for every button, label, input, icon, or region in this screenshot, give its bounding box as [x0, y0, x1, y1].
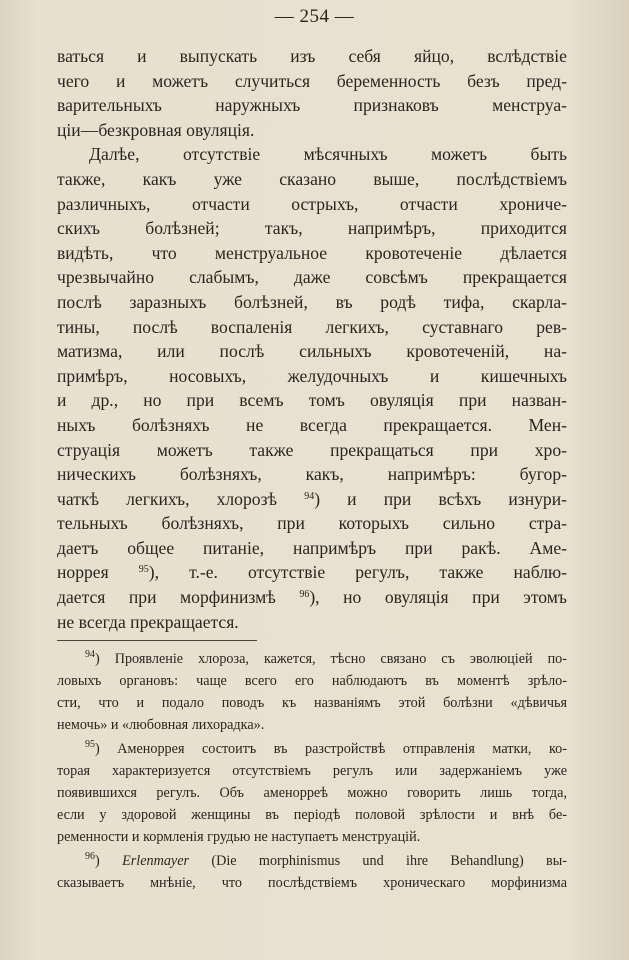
footnote-line: появившихся регулъ. Объ аменорреѣ можно говорить лишь тогда,	[57, 785, 567, 801]
footnote-line	[57, 850, 567, 872]
footnote-95	[57, 738, 567, 848]
body-line: ваться и выпускать изъ себя яйцо, вслѣдствіе	[57, 46, 567, 66]
body-line: различныхъ, отчасти острыхъ, отчасти хрониче-	[57, 193, 567, 214]
footnote-text: ) Аменоррея состоитъ въ разстройствѣ отправленія матки, ко-	[95, 741, 567, 757]
body-line: также, какъ уже сказано выше, послѣдствіемъ	[57, 168, 567, 189]
body-text-run: норрея	[57, 562, 139, 583]
body-line: ныхъ болѣзняхъ не всегда прекращается. Мен-	[57, 414, 567, 435]
footnote-number: 94	[85, 649, 95, 660]
footnote-line: торая характеризуется отсутствіемъ регулъ или задержаніемъ уже	[57, 763, 567, 779]
page-number: — 254 —	[274, 6, 355, 27]
body-line: тельныхъ болѣзняхъ, при которыхъ сильно стра-	[57, 513, 567, 534]
footnote-text: )	[95, 853, 123, 869]
body-line: не всегда прекращается.	[57, 611, 239, 632]
footnote-line	[57, 648, 567, 670]
cited-author: Erlenmayer	[122, 853, 190, 869]
body-line: и др., но при всемъ томъ овуляція при назван-	[57, 390, 567, 411]
footnote-line: сказываетъ мнѣніе, что послѣдствіемъ хроническаго морфинизма	[57, 875, 567, 891]
footnote-line: ловыхъ органовъ: чаще всего его наблюдаютъ въ моментѣ зрѣло-	[57, 673, 567, 689]
body-line: даетъ общее питаніе, напримѣръ при ракѣ. Аме-	[57, 537, 567, 558]
footnote-ref-94[interactable]: 94	[304, 490, 315, 502]
footnote-number: 96	[85, 851, 95, 862]
footnotes	[57, 648, 567, 896]
footnote-ref-96[interactable]: 96	[299, 589, 310, 601]
body-text-run: ), т.-е. отсутствіе регулъ, также наблю-	[148, 562, 567, 583]
body-line: варительныхъ наружныхъ признаковъ менструа-	[57, 95, 567, 116]
body-line: скихъ болѣзней; такъ, напримѣръ, приходится	[57, 218, 567, 239]
footnote-text: (Die morphinismus und ihre Behandlung) вы-	[189, 853, 567, 869]
footnote-line: сти, что и подало поводъ къ названіямъ этой болѣзни «дѣвичья	[57, 695, 567, 711]
body-line: чрезвычайно слабымъ, даже совсѣмъ прекращается	[57, 267, 567, 288]
footnote-text: ) Проявленіе хлороза, кажется, тѣсно связано съ эволюціей по-	[95, 651, 567, 667]
footnote-line	[57, 738, 567, 760]
footnote-line: немочь» и «любовная лихорадка».	[57, 717, 265, 733]
body-text-run: ), но овуляція при этомъ	[309, 587, 567, 608]
body-text-run: дается при морфинизмѣ	[57, 587, 300, 608]
footnote-96	[57, 850, 567, 894]
body-line: примѣръ, носовыхъ, желудочныхъ и кишечныхъ	[57, 365, 567, 386]
footnote-94	[57, 648, 567, 736]
body-line	[57, 487, 567, 512]
body-line: ническихъ болѣзняхъ, какъ, напримѣръ: бугор-	[57, 464, 567, 485]
footnote-line: ременности и кормленія грудью не наступаетъ менструацій.	[57, 829, 421, 845]
body-text-run: чаткѣ легкихъ, хлорозѣ	[57, 488, 305, 509]
body-line: видѣть, что менструальное кровотеченіе дѣлается	[57, 242, 567, 263]
footnote-number: 95	[85, 739, 95, 750]
body-line: послѣ заразныхъ болѣзней, въ родѣ тифа, скарла-	[57, 291, 567, 312]
body-line: Далѣе, отсутствіе мѣсячныхъ можетъ быть	[89, 144, 567, 165]
footnote-divider	[57, 640, 257, 641]
body-text	[57, 44, 567, 634]
body-line: матизма, или послѣ сильныхъ кровотеченій, на-	[57, 341, 567, 362]
footnote-ref-95[interactable]: 95	[138, 564, 149, 576]
body-text-run: ) и при всѣхъ изнури-	[314, 488, 567, 509]
body-line: ціи—безкровная овуляція.	[57, 119, 255, 140]
body-line: тины, послѣ воспаленія легкихъ, суставнаго рев-	[57, 316, 567, 337]
body-line	[57, 585, 567, 610]
body-line: струація можетъ также прекращаться при хро-	[57, 439, 567, 460]
footnote-line: если у здоровой женщины въ періодѣ половой зрѣлости и внѣ бе-	[57, 807, 567, 823]
body-line: чего и можетъ случиться беременность безъ пред-	[57, 70, 567, 91]
body-line	[57, 560, 567, 585]
